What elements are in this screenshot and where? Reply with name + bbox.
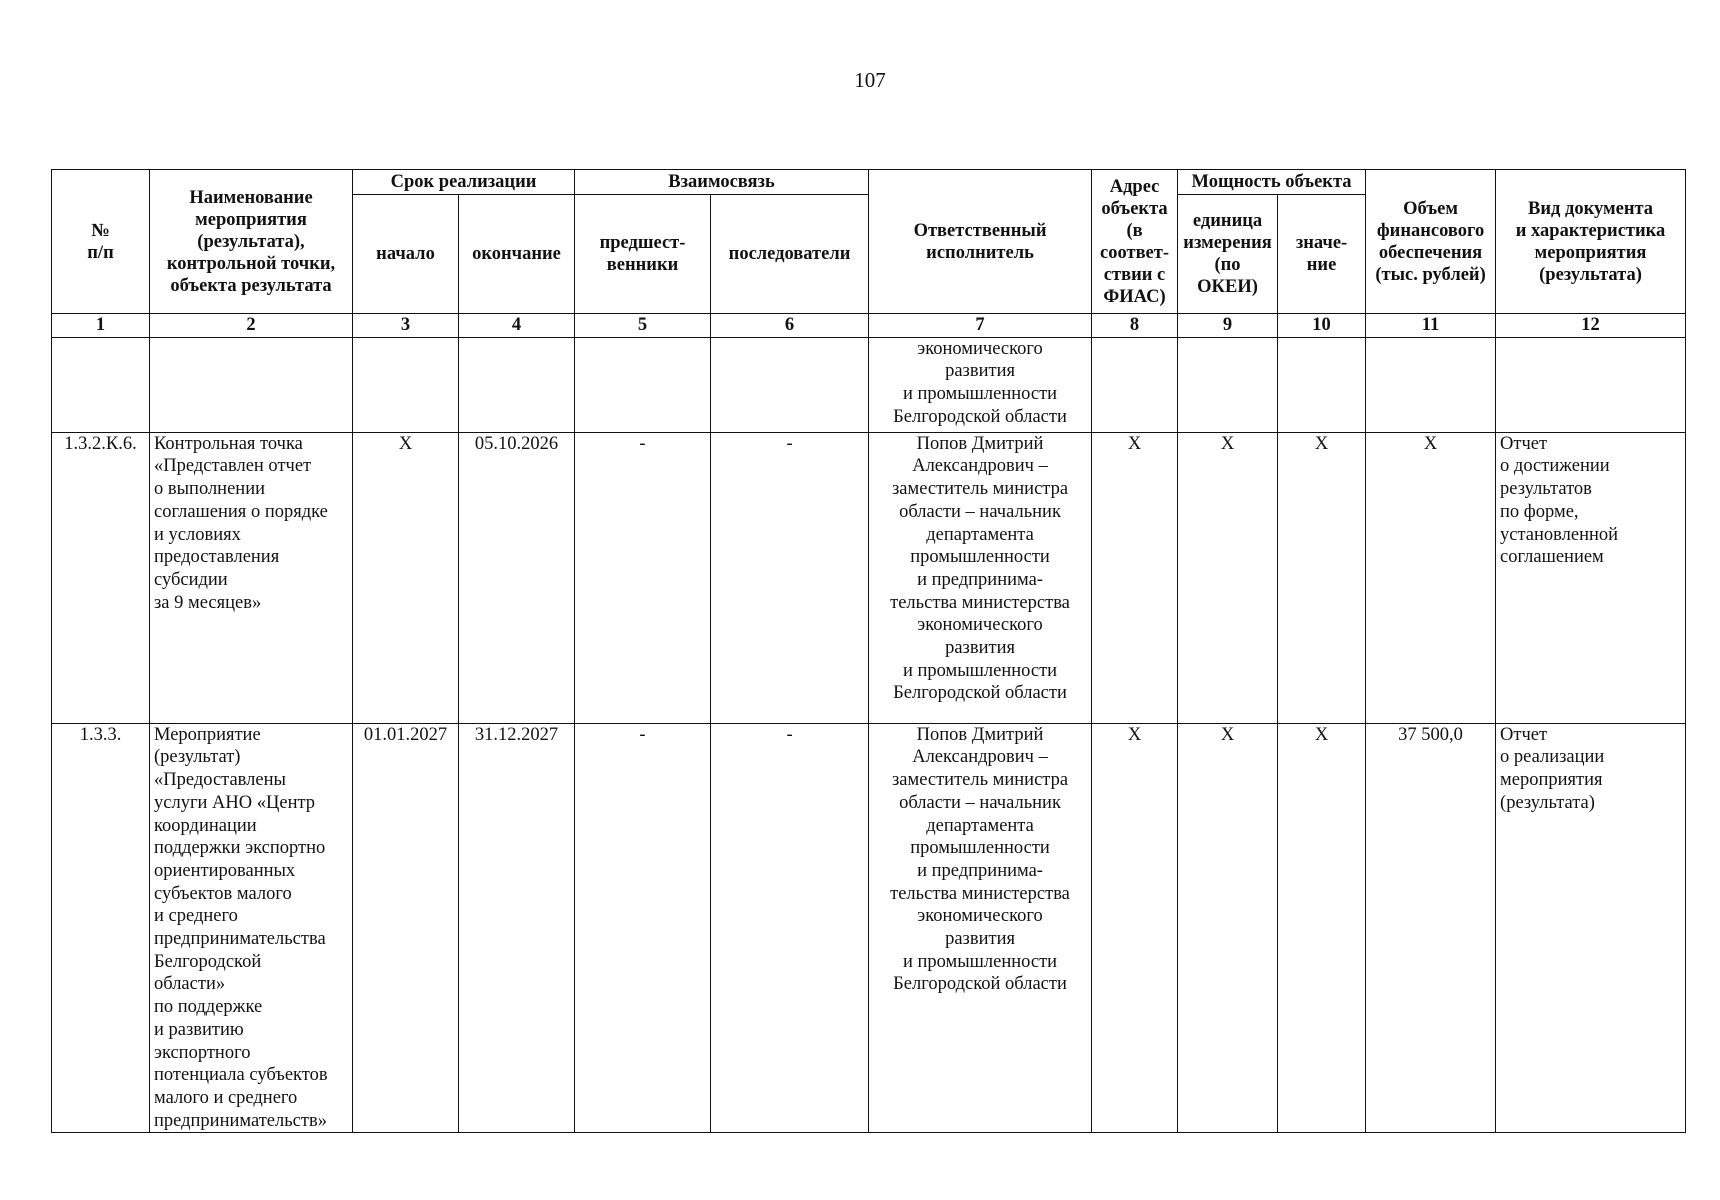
column-number: 9 bbox=[1178, 314, 1278, 338]
cell-funding: 37 500,0 bbox=[1366, 723, 1496, 1133]
column-numbers-row bbox=[52, 314, 1686, 338]
cell-start: Х bbox=[353, 432, 459, 723]
cell-address: Х bbox=[1092, 432, 1178, 723]
header-row-top bbox=[52, 170, 1686, 195]
header-address: Адрес объекта (в соответ- ствии с ФИАС) bbox=[1092, 170, 1178, 314]
header-doc-type: Вид документа и характеристика мероприятия (результата) bbox=[1496, 170, 1686, 314]
header-funding: Объем финансового обеспечения (тыс. рублей) bbox=[1366, 170, 1496, 314]
column-number: 11 bbox=[1366, 314, 1496, 338]
cell-name: Мероприятие (результат) «Предоставлены услуги АНО «Центр координации поддержки экспортно ориентированных субъектов малого и среднего предпринимательства Белгородской области» по поддержке и развитию экспортного потенциала субъектов малого и среднего предпринимательств» bbox=[150, 723, 353, 1133]
column-number: 6 bbox=[711, 314, 869, 338]
column-number: 8 bbox=[1092, 314, 1178, 338]
cell-executor: экономического развития и промышленности Белгородской области bbox=[869, 337, 1092, 432]
column-number: 10 bbox=[1278, 314, 1366, 338]
cell-num: 1.3.2.К.6. bbox=[52, 432, 150, 723]
column-number: 1 bbox=[52, 314, 150, 338]
table-row bbox=[52, 432, 1686, 723]
header-period-group: Срок реализации bbox=[353, 170, 575, 195]
cell-executor: Попов Дмитрий Александрович – заместитель министра области – начальник департамента промышленности и предпринима- тельства министерства экономического развития и промышленности Белгородской области bbox=[869, 723, 1092, 1133]
column-number: 7 bbox=[869, 314, 1092, 338]
header-executor: Ответственный исполнитель bbox=[869, 170, 1092, 314]
cell-num: 1.3.3. bbox=[52, 723, 150, 1133]
cell-end: 31.12.2027 bbox=[459, 723, 575, 1133]
table-row bbox=[52, 337, 1686, 432]
cell-end bbox=[459, 337, 575, 432]
cell-doc-type: Отчет о реализации мероприятия (результата) bbox=[1496, 723, 1686, 1133]
header-num: № п/п bbox=[52, 170, 150, 314]
cell-doc-type: Отчет о достижении результатов по форме, установленной соглашением bbox=[1496, 432, 1686, 723]
cell-successors: - bbox=[711, 432, 869, 723]
header-link-group: Взаимосвязь bbox=[575, 170, 869, 195]
cell-address bbox=[1092, 337, 1178, 432]
cell-predecessors bbox=[575, 337, 711, 432]
cell-unit: Х bbox=[1178, 432, 1278, 723]
column-number: 5 bbox=[575, 314, 711, 338]
column-number: 3 bbox=[353, 314, 459, 338]
cell-unit: Х bbox=[1178, 723, 1278, 1133]
cell-value: Х bbox=[1278, 723, 1366, 1133]
header-end: окончание bbox=[459, 195, 575, 314]
header-value: значе- ние bbox=[1278, 195, 1366, 314]
cell-name bbox=[150, 337, 353, 432]
cell-predecessors: - bbox=[575, 723, 711, 1133]
cell-successors bbox=[711, 337, 869, 432]
header-name: Наименование мероприятия (результата), контрольной точки, объекта результата bbox=[150, 170, 353, 314]
cell-start: 01.01.2027 bbox=[353, 723, 459, 1133]
cell-address: Х bbox=[1092, 723, 1178, 1133]
header-capacity-group: Мощность объекта bbox=[1178, 170, 1366, 195]
cell-successors: - bbox=[711, 723, 869, 1133]
cell-predecessors: - bbox=[575, 432, 711, 723]
cell-doc-type bbox=[1496, 337, 1686, 432]
table-row bbox=[52, 723, 1686, 1133]
header-unit: единица измерения (по ОКЕИ) bbox=[1178, 195, 1278, 314]
column-number: 12 bbox=[1496, 314, 1686, 338]
cell-value bbox=[1278, 337, 1366, 432]
cell-num bbox=[52, 337, 150, 432]
header-successors: последователи bbox=[711, 195, 869, 314]
cell-value: Х bbox=[1278, 432, 1366, 723]
cell-start bbox=[353, 337, 459, 432]
cell-end: 05.10.2026 bbox=[459, 432, 575, 723]
header-start: начало bbox=[353, 195, 459, 314]
column-number: 4 bbox=[459, 314, 575, 338]
cell-funding: Х bbox=[1366, 432, 1496, 723]
plan-table bbox=[51, 169, 1686, 1133]
header-predecessors: предшест- венники bbox=[575, 195, 711, 314]
cell-name: Контрольная точка «Представлен отчет о выполнении соглашения о порядке и условиях предоставления субсидии за 9 месяцев» bbox=[150, 432, 353, 723]
page-number: 107 bbox=[854, 68, 886, 92]
column-number: 2 bbox=[150, 314, 353, 338]
cell-funding bbox=[1366, 337, 1496, 432]
cell-executor: Попов Дмитрий Александрович – заместитель министра области – начальник департамента промышленности и предпринима- тельства министерства экономического развития и промышленности Белгородской области bbox=[869, 432, 1092, 723]
cell-unit bbox=[1178, 337, 1278, 432]
